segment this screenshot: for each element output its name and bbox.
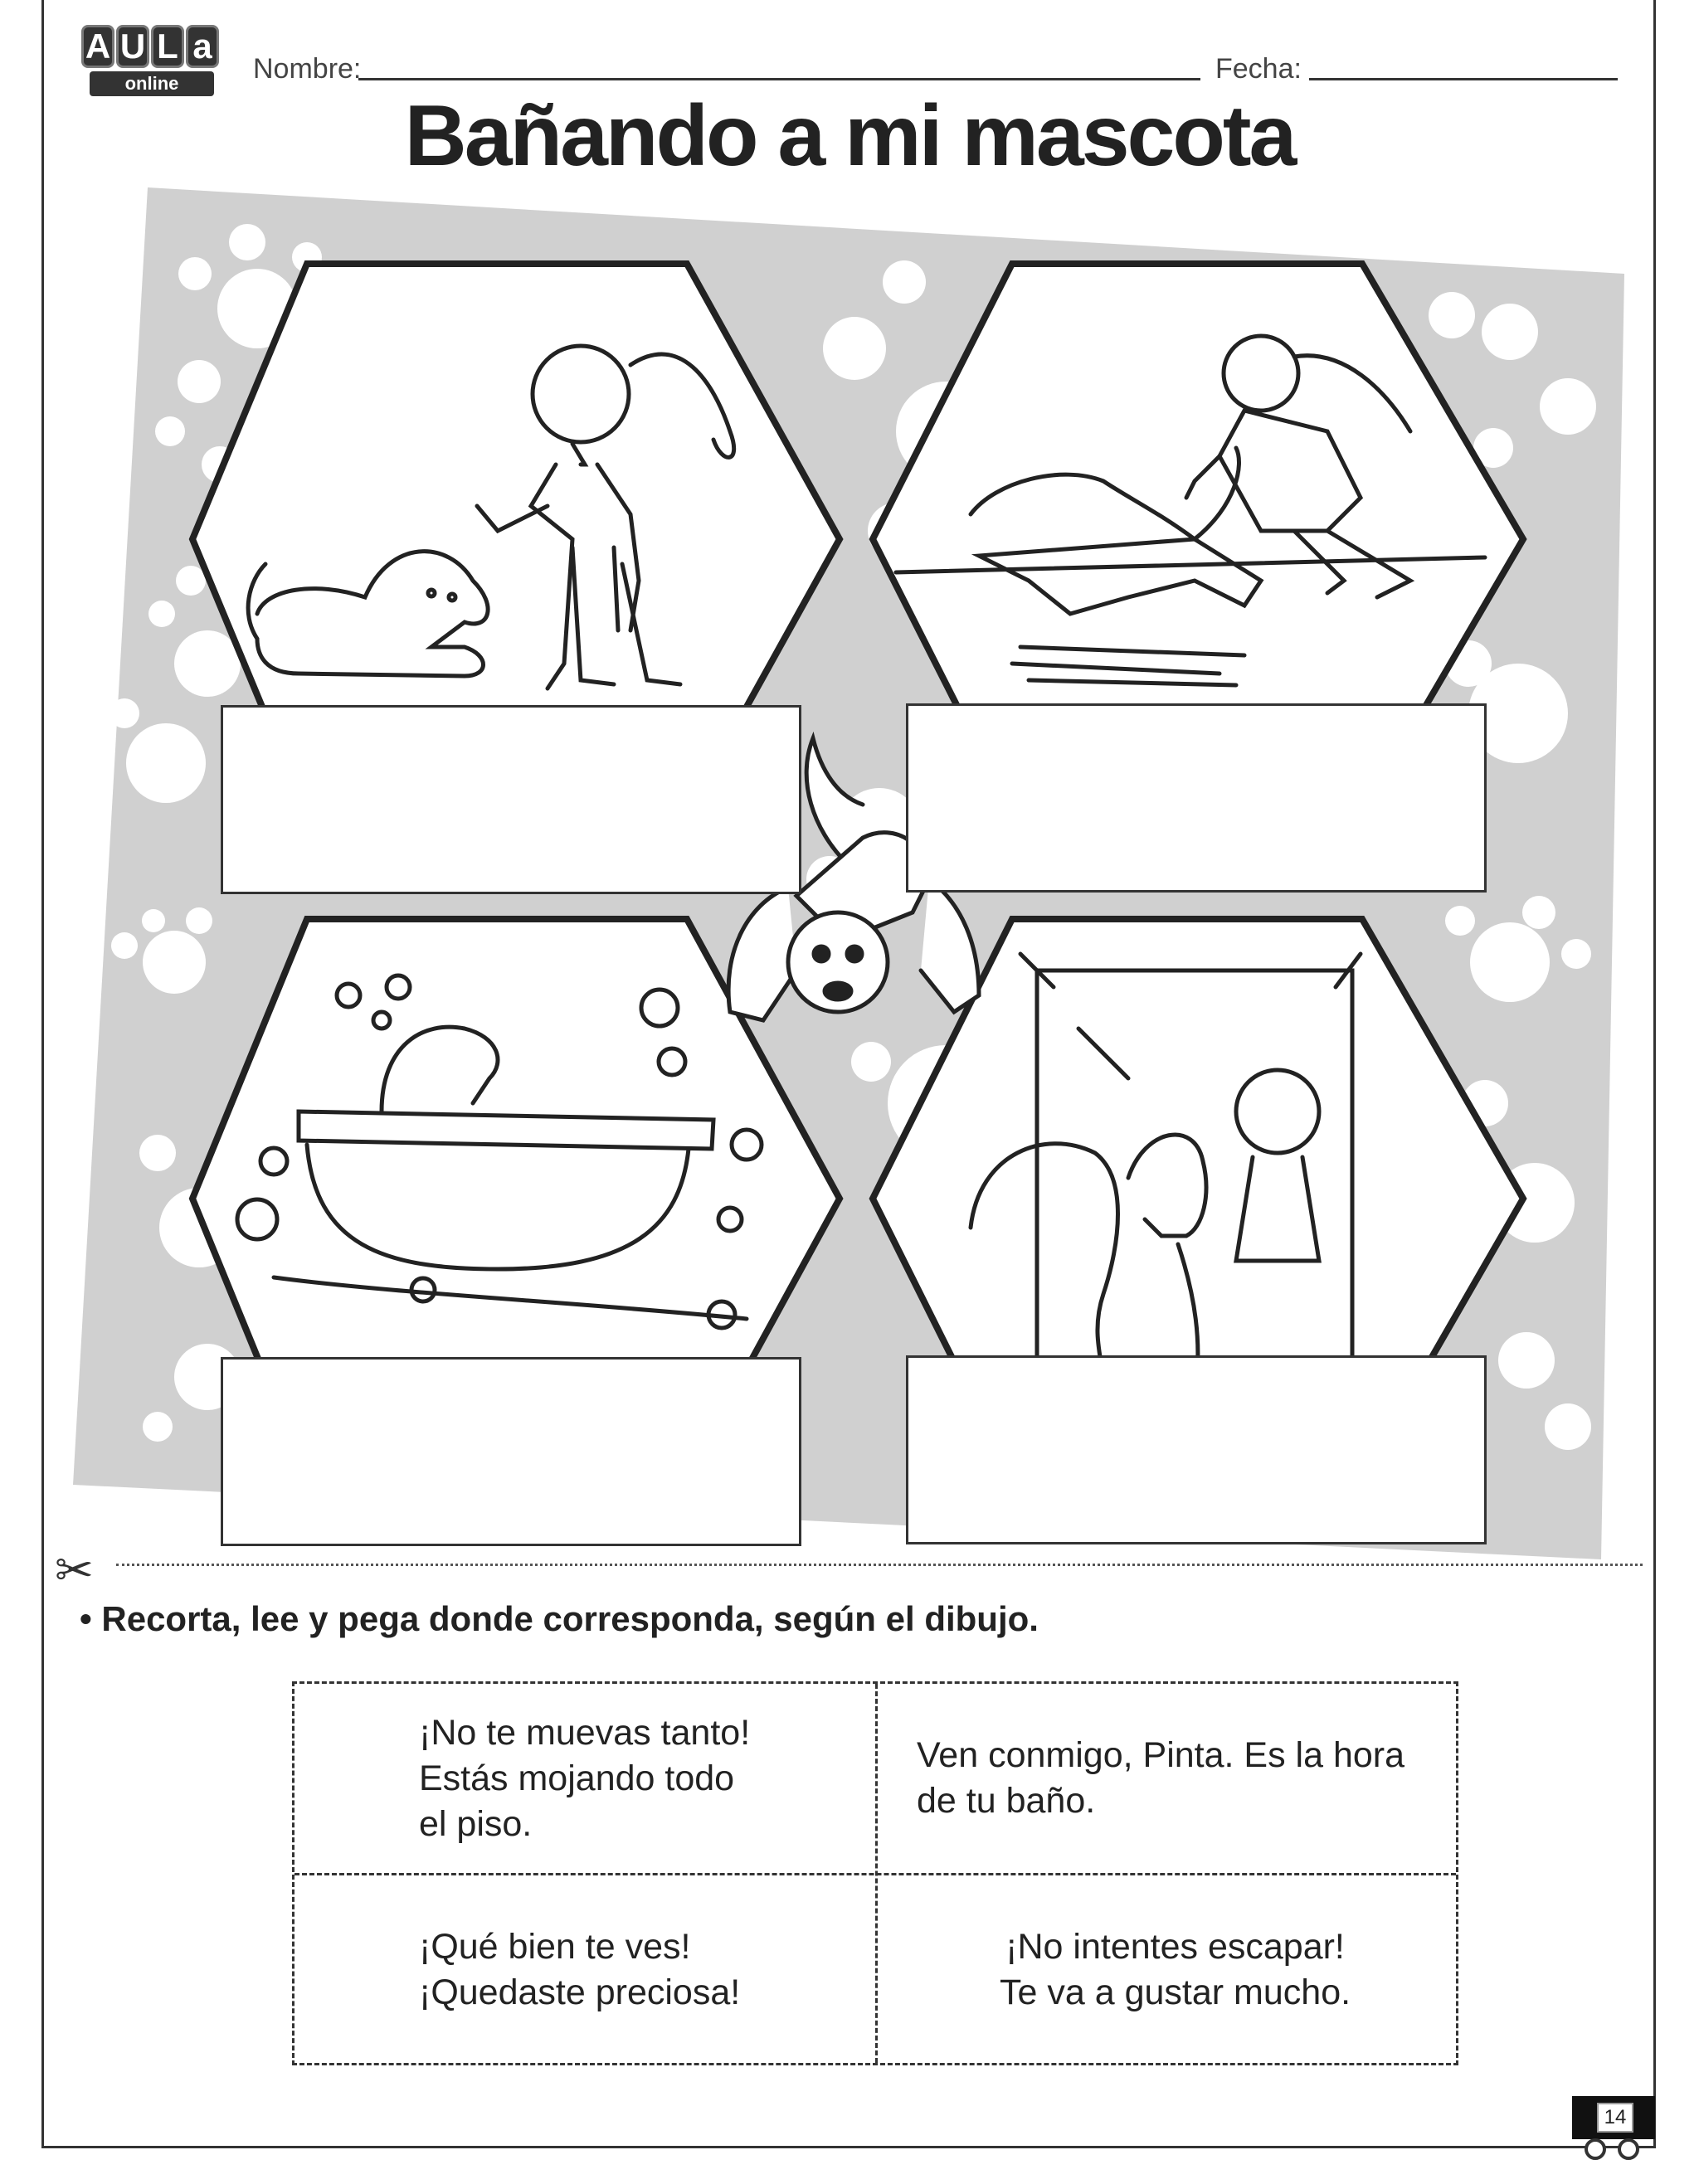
card-text: Ven conmigo, Pinta. Es la hora de tu baño.	[917, 1735, 1405, 1821]
cutout-card-2[interactable]	[917, 1684, 1456, 1873]
card-text: ¡No intentes escapar! Te va a gustar mucho.	[1000, 1927, 1351, 2012]
card-text: ¡Qué bien te ves! ¡Quedaste preciosa!	[419, 1927, 741, 2012]
answer-box-4[interactable]	[906, 1355, 1487, 1544]
logo-letter: a	[186, 25, 219, 68]
answer-box-3[interactable]	[221, 1357, 801, 1546]
cutout-cards-grid	[292, 1681, 1458, 2065]
cutout-card-4[interactable]	[1000, 1875, 1456, 2065]
logo-letter: A	[81, 25, 114, 68]
logo-letter: L	[151, 25, 184, 68]
cutout-card-1[interactable]	[419, 1684, 875, 1873]
page-number-badge	[1572, 2096, 1655, 2139]
page-number: 14	[1597, 2103, 1633, 2133]
scissors-icon: ✂	[55, 1544, 94, 1596]
logo-subtitle: online	[90, 71, 214, 96]
logo-letter: U	[116, 25, 149, 68]
wheel-icon	[1618, 2138, 1639, 2160]
instruction-text: • Recorta, lee y pega donde corresponda, según el dibujo.	[80, 1599, 1039, 1638]
card-text: ¡No te muevas tanto! Estás mojando todo el piso.	[419, 1712, 751, 1844]
wheel-icon	[1585, 2138, 1606, 2160]
cut-line	[116, 1564, 1643, 1566]
cutout-card-3[interactable]	[419, 1875, 875, 2065]
answer-box-1[interactable]	[221, 705, 801, 894]
name-label: Nombre:	[253, 53, 362, 85]
date-label: Fecha:	[1215, 53, 1302, 85]
page-title: Bañando a mi mascota	[404, 88, 1295, 184]
answer-box-2[interactable]	[906, 703, 1487, 893]
